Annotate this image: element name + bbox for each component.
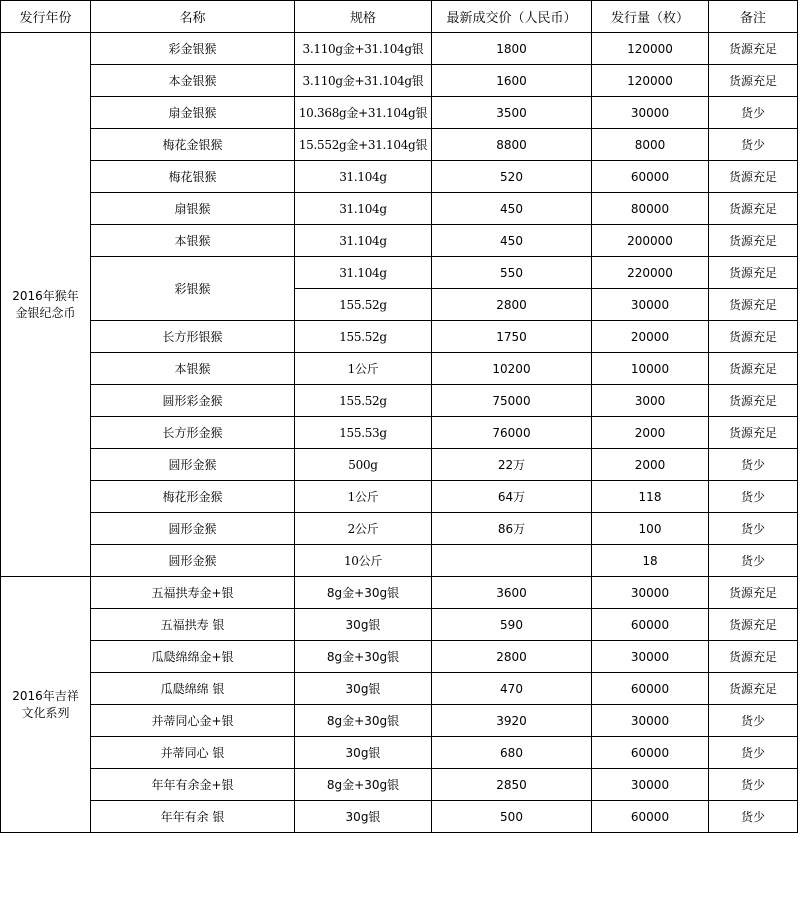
cell-note: 货少 xyxy=(709,129,798,161)
cell-note: 货少 xyxy=(709,513,798,545)
cell-spec: 8g金+30g银 xyxy=(295,641,432,673)
cell-spec: 31.104g xyxy=(295,161,432,193)
cell-note: 货源充足 xyxy=(709,321,798,353)
group-year-line: 金银纪念币 xyxy=(15,305,76,320)
cell-price: 1600 xyxy=(432,65,592,97)
cell-name: 瓜瓞绵绵 银 xyxy=(91,673,295,705)
header-note: 备注 xyxy=(709,1,798,33)
table-row xyxy=(1,673,798,705)
table-row xyxy=(1,545,798,577)
cell-note: 货少 xyxy=(709,449,798,481)
cell-quantity: 2000 xyxy=(592,449,709,481)
cell-quantity: 30000 xyxy=(592,641,709,673)
cell-price: 75000 xyxy=(432,385,592,417)
cell-price: 550 xyxy=(432,257,592,289)
table-row xyxy=(1,33,798,65)
cell-price: 10200 xyxy=(432,353,592,385)
cell-quantity: 20000 xyxy=(592,321,709,353)
cell-quantity: 60000 xyxy=(592,161,709,193)
cell-name: 本银猴 xyxy=(91,225,295,257)
cell-note: 货少 xyxy=(709,545,798,577)
cell-note: 货源充足 xyxy=(709,609,798,641)
cell-name: 年年有余 银 xyxy=(91,801,295,833)
cell-spec: 500g xyxy=(295,449,432,481)
table-row xyxy=(1,801,798,833)
cell-name: 瓜瓞绵绵金+银 xyxy=(91,641,295,673)
cell-name: 圆形彩金猴 xyxy=(91,385,295,417)
cell-spec: 10公斤 xyxy=(295,545,432,577)
cell-quantity: 60000 xyxy=(592,609,709,641)
cell-note: 货少 xyxy=(709,737,798,769)
cell-spec: 8g金+30g银 xyxy=(295,577,432,609)
cell-quantity: 200000 xyxy=(592,225,709,257)
header-row xyxy=(1,1,798,33)
cell-price xyxy=(432,545,592,577)
cell-spec: 31.104g xyxy=(295,193,432,225)
cell-quantity: 80000 xyxy=(592,193,709,225)
header-spec: 规格 xyxy=(295,1,432,33)
cell-quantity: 30000 xyxy=(592,705,709,737)
cell-note: 货源充足 xyxy=(709,385,798,417)
cell-spec: 1公斤 xyxy=(295,481,432,513)
cell-name: 圆形金猴 xyxy=(91,449,295,481)
cell-name: 扇金银猴 xyxy=(91,97,295,129)
cell-quantity: 120000 xyxy=(592,65,709,97)
cell-spec: 1公斤 xyxy=(295,353,432,385)
cell-price: 2800 xyxy=(432,641,592,673)
cell-price: 450 xyxy=(432,225,592,257)
cell-name: 本银猴 xyxy=(91,353,295,385)
cell-name: 圆形金猴 xyxy=(91,513,295,545)
cell-note: 货少 xyxy=(709,481,798,513)
group-year-line: 2016年吉祥 xyxy=(12,688,79,703)
cell-note: 货源充足 xyxy=(709,417,798,449)
cell-quantity: 2000 xyxy=(592,417,709,449)
cell-note: 货源充足 xyxy=(709,33,798,65)
table-row xyxy=(1,705,798,737)
table-row xyxy=(1,641,798,673)
table-row xyxy=(1,417,798,449)
cell-name: 梅花金银猴 xyxy=(91,129,295,161)
cell-spec: 155.52g xyxy=(295,321,432,353)
cell-note: 货源充足 xyxy=(709,673,798,705)
cell-spec: 30g银 xyxy=(295,609,432,641)
cell-spec: 155.52g xyxy=(295,289,432,321)
table-row xyxy=(1,257,798,289)
cell-price: 22万 xyxy=(432,449,592,481)
table-row xyxy=(1,353,798,385)
cell-spec: 8g金+30g银 xyxy=(295,769,432,801)
cell-quantity: 220000 xyxy=(592,257,709,289)
cell-price: 450 xyxy=(432,193,592,225)
cell-price: 8800 xyxy=(432,129,592,161)
table-row xyxy=(1,129,798,161)
cell-price: 64万 xyxy=(432,481,592,513)
header-price: 最新成交价（人民币） xyxy=(432,1,592,33)
cell-name: 圆形金猴 xyxy=(91,545,295,577)
cell-spec: 31.104g xyxy=(295,257,432,289)
table-row xyxy=(1,161,798,193)
cell-note: 货源充足 xyxy=(709,225,798,257)
cell-name: 扇银猴 xyxy=(91,193,295,225)
cell-spec: 2公斤 xyxy=(295,513,432,545)
cell-spec: 3.110g金+31.104g银 xyxy=(295,33,432,65)
table-row xyxy=(1,449,798,481)
cell-quantity: 120000 xyxy=(592,33,709,65)
cell-price: 590 xyxy=(432,609,592,641)
cell-quantity: 3000 xyxy=(592,385,709,417)
cell-quantity: 60000 xyxy=(592,737,709,769)
cell-note: 货少 xyxy=(709,769,798,801)
group-year-cell xyxy=(1,577,91,833)
cell-price: 76000 xyxy=(432,417,592,449)
cell-name: 梅花银猴 xyxy=(91,161,295,193)
group-year-line: 文化系列 xyxy=(21,705,70,720)
cell-note: 货源充足 xyxy=(709,641,798,673)
cell-note: 货源充足 xyxy=(709,577,798,609)
table-row xyxy=(1,385,798,417)
table-row xyxy=(1,737,798,769)
cell-name: 五福拱寿 银 xyxy=(91,609,295,641)
table-row xyxy=(1,97,798,129)
cell-name: 本金银猴 xyxy=(91,65,295,97)
header-quantity: 发行量（枚） xyxy=(592,1,709,33)
group-year-cell xyxy=(1,33,91,577)
cell-quantity: 30000 xyxy=(592,97,709,129)
table-row xyxy=(1,769,798,801)
cell-note: 货少 xyxy=(709,97,798,129)
cell-spec: 15.552g金+31.104g银 xyxy=(295,129,432,161)
cell-spec: 155.52g xyxy=(295,385,432,417)
header-name: 名称 xyxy=(91,1,295,33)
table-row xyxy=(1,577,798,609)
cell-spec: 30g银 xyxy=(295,737,432,769)
cell-quantity: 8000 xyxy=(592,129,709,161)
cell-note: 货源充足 xyxy=(709,257,798,289)
cell-quantity: 60000 xyxy=(592,673,709,705)
cell-spec: 3.110g金+31.104g银 xyxy=(295,65,432,97)
cell-quantity: 30000 xyxy=(592,769,709,801)
cell-name: 年年有余金+银 xyxy=(91,769,295,801)
cell-spec: 8g金+30g银 xyxy=(295,705,432,737)
cell-name: 并蒂同心金+银 xyxy=(91,705,295,737)
cell-spec: 30g银 xyxy=(295,673,432,705)
cell-quantity: 30000 xyxy=(592,289,709,321)
cell-note: 货源充足 xyxy=(709,161,798,193)
cell-price: 1800 xyxy=(432,33,592,65)
cell-spec: 30g银 xyxy=(295,801,432,833)
cell-spec: 31.104g xyxy=(295,225,432,257)
cell-price: 2850 xyxy=(432,769,592,801)
cell-quantity: 18 xyxy=(592,545,709,577)
table-row xyxy=(1,65,798,97)
cell-note: 货源充足 xyxy=(709,289,798,321)
cell-quantity: 100 xyxy=(592,513,709,545)
cell-name: 彩银猴 xyxy=(91,257,295,321)
cell-note: 货源充足 xyxy=(709,193,798,225)
cell-name: 长方形金猴 xyxy=(91,417,295,449)
table-row xyxy=(1,225,798,257)
cell-price: 500 xyxy=(432,801,592,833)
cell-note: 货源充足 xyxy=(709,65,798,97)
cell-name: 长方形银猴 xyxy=(91,321,295,353)
cell-note: 货少 xyxy=(709,705,798,737)
cell-name: 梅花形金猴 xyxy=(91,481,295,513)
cell-quantity: 118 xyxy=(592,481,709,513)
cell-price: 2800 xyxy=(432,289,592,321)
table-row xyxy=(1,481,798,513)
cell-price: 470 xyxy=(432,673,592,705)
cell-name: 并蒂同心 银 xyxy=(91,737,295,769)
table-row xyxy=(1,609,798,641)
cell-price: 86万 xyxy=(432,513,592,545)
table-row xyxy=(1,193,798,225)
cell-name: 五福拱寿金+银 xyxy=(91,577,295,609)
cell-price: 520 xyxy=(432,161,592,193)
cell-quantity: 60000 xyxy=(592,801,709,833)
cell-quantity: 30000 xyxy=(592,577,709,609)
group-year-line: 2016年猴年 xyxy=(12,288,79,303)
cell-price: 3920 xyxy=(432,705,592,737)
table-row xyxy=(1,321,798,353)
cell-price: 1750 xyxy=(432,321,592,353)
cell-note: 货少 xyxy=(709,801,798,833)
cell-quantity: 10000 xyxy=(592,353,709,385)
cell-price: 680 xyxy=(432,737,592,769)
cell-note: 货源充足 xyxy=(709,353,798,385)
cell-price: 3600 xyxy=(432,577,592,609)
header-year: 发行年份 xyxy=(1,1,91,33)
cell-name: 彩金银猴 xyxy=(91,33,295,65)
table-row xyxy=(1,513,798,545)
cell-spec: 10.368g金+31.104g银 xyxy=(295,97,432,129)
cell-price: 3500 xyxy=(432,97,592,129)
cell-spec: 155.53g xyxy=(295,417,432,449)
